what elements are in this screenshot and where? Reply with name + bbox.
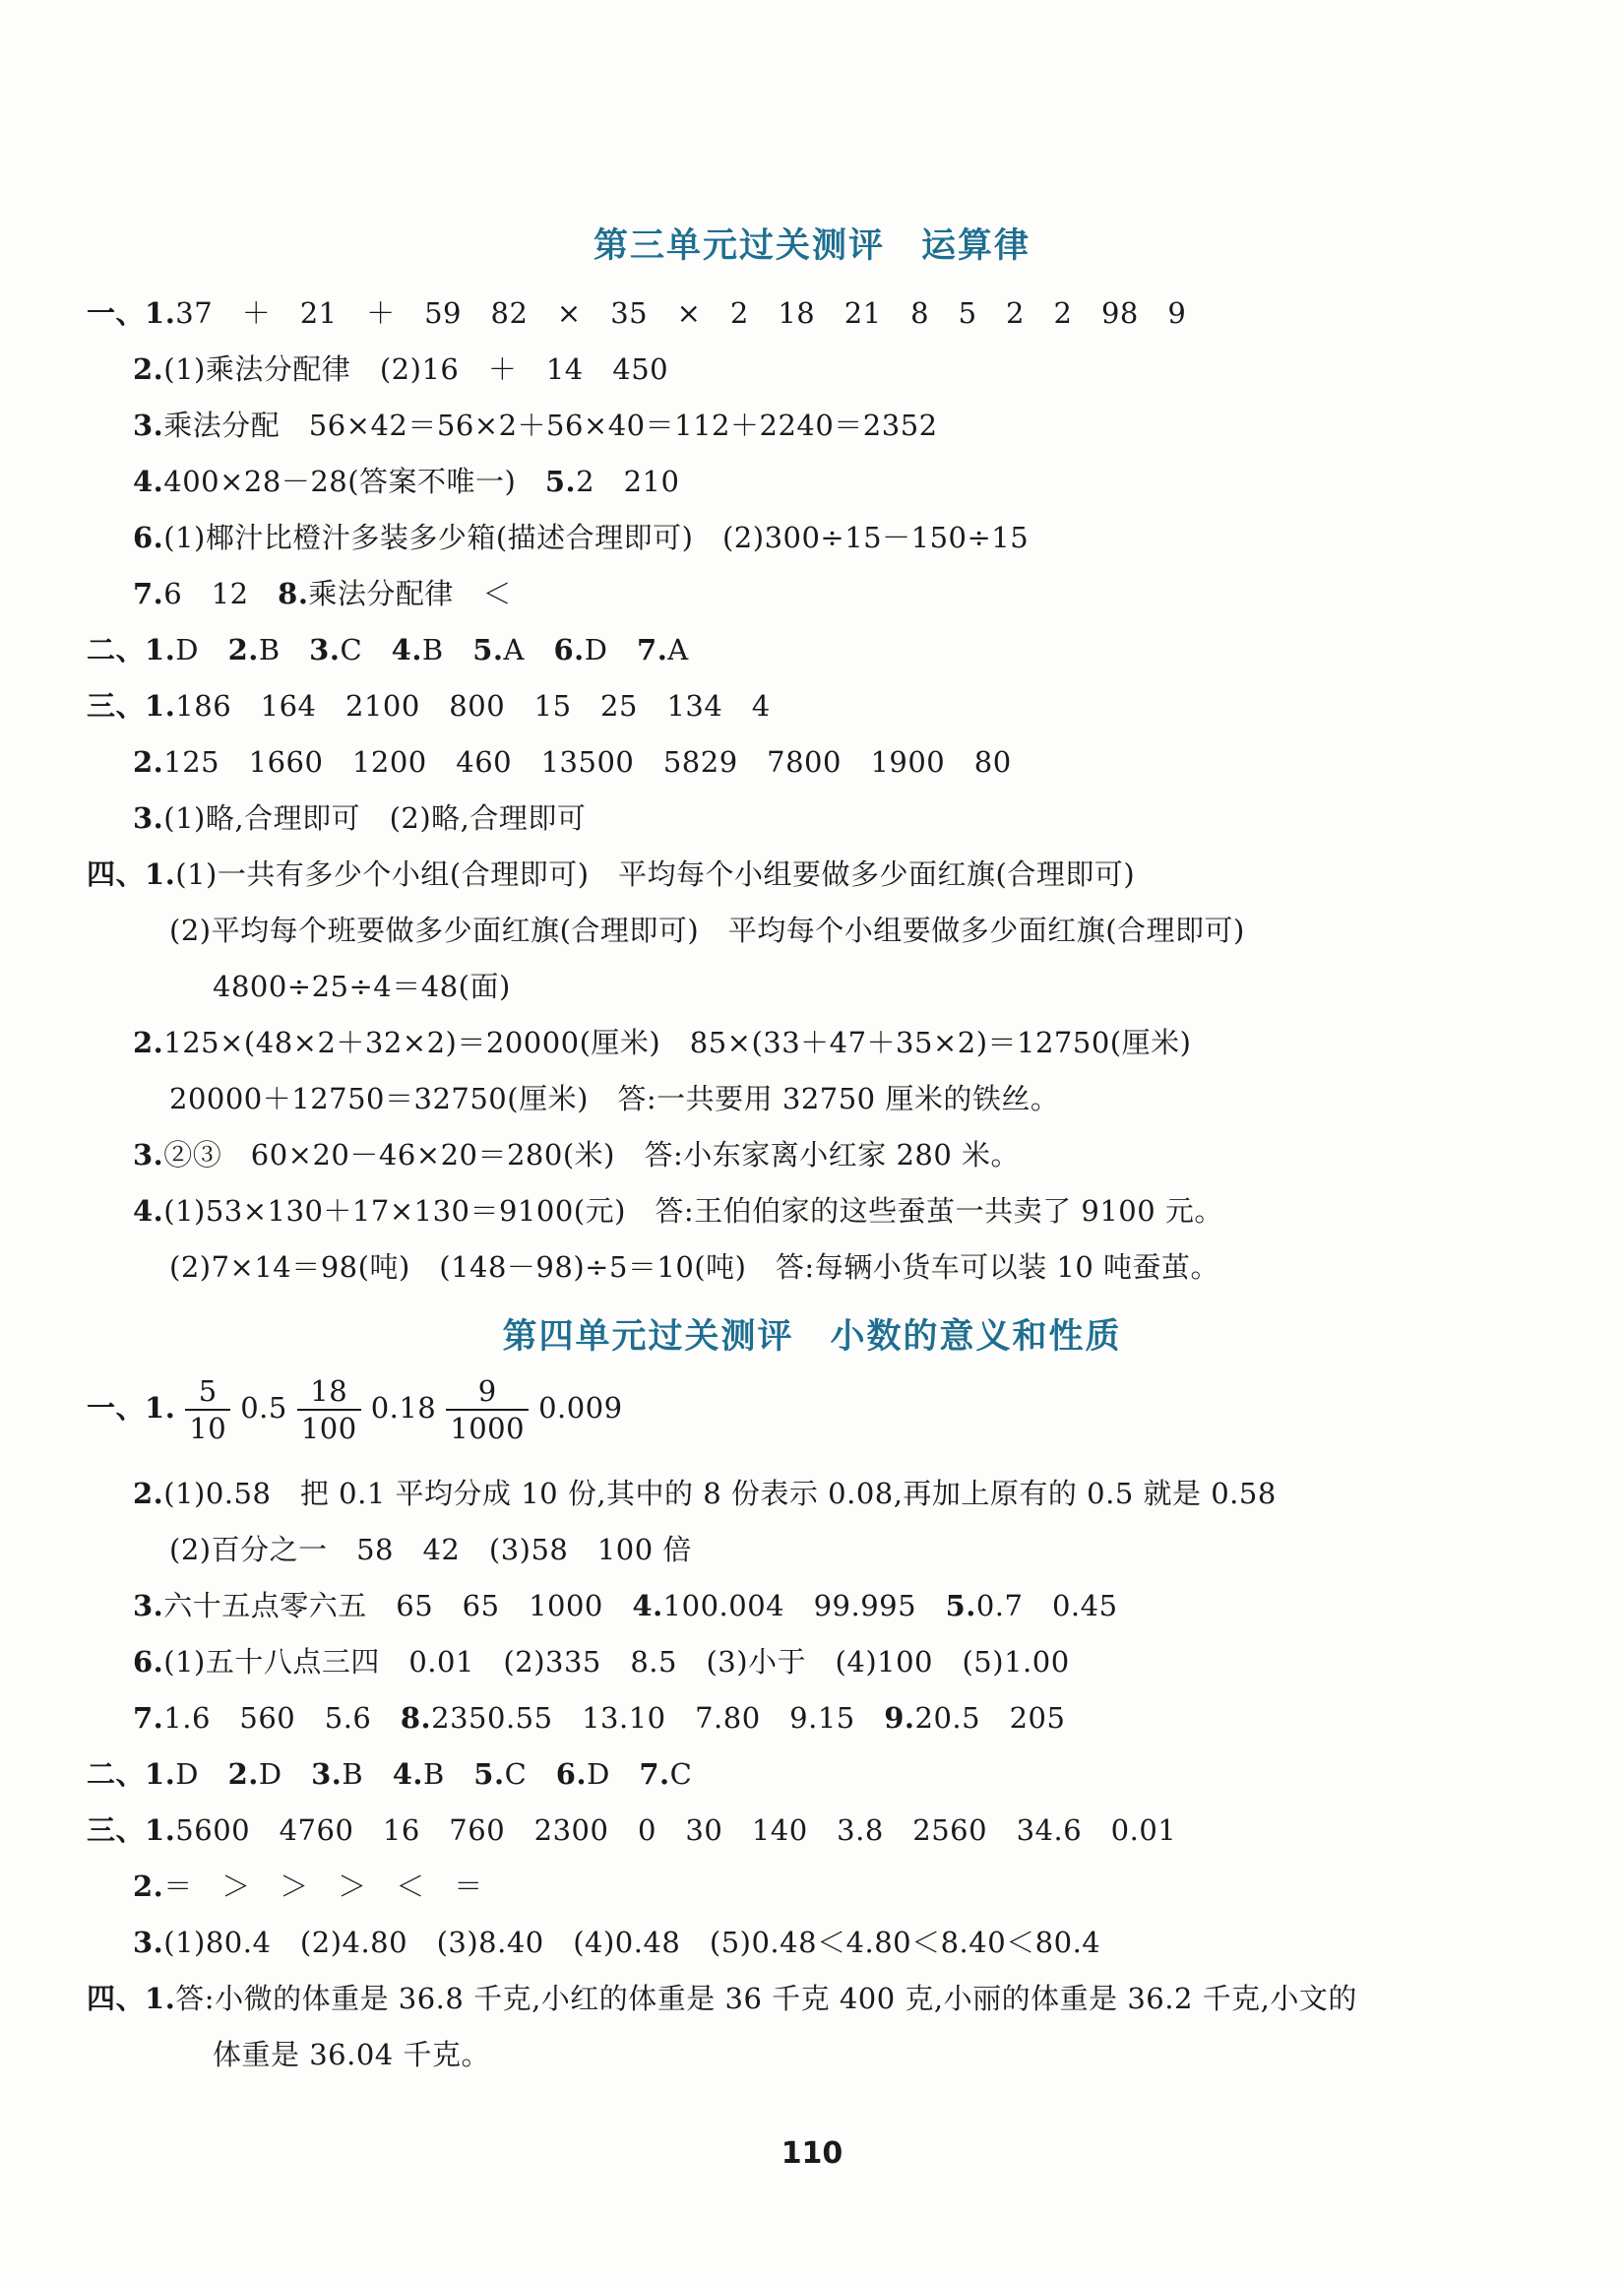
- answer-text: 5600 4760 16 760 2300 0 30 140 3.8 2560 34.6 0.01: [175, 1813, 1177, 1847]
- question-number: 1.: [145, 1757, 176, 1791]
- answer-text: 100.004 99.995: [662, 1589, 946, 1622]
- section-label: 四、: [87, 857, 146, 891]
- section-label: 一、: [87, 1391, 146, 1425]
- u3-s4-q3: [133, 1135, 1020, 1174]
- u4-s1-q2b: (2)百分之一 58 42 (3)58 100 倍: [169, 1533, 692, 1566]
- answer-text: D: [584, 633, 638, 666]
- answer-text: 0.5: [240, 1391, 287, 1425]
- fraction-numerator: 9: [446, 1373, 529, 1411]
- u4-s3-q3: [133, 1923, 1100, 1962]
- question-number: 2.: [133, 352, 164, 386]
- question-number: 7.: [133, 1701, 164, 1735]
- question-number: 7.: [639, 1757, 670, 1791]
- question-number: 5.: [472, 633, 504, 666]
- unit3-title: 第三单元过关测评 运算律: [593, 226, 1031, 266]
- answer-text: 0.18: [370, 1391, 437, 1425]
- section-label: 四、: [87, 1982, 146, 2015]
- u3-s4-q1c: 4800÷25÷4＝48(面): [213, 970, 511, 1003]
- question-number: 2.: [133, 1477, 164, 1510]
- u4-s1-q1: [87, 1368, 623, 1447]
- answer-text: B: [421, 633, 473, 666]
- answer-text: (1)略,合理即可 (2)略,合理即可: [163, 801, 587, 835]
- u4-s4-q1b: 体重是 36.04 千克。: [213, 2038, 490, 2071]
- question-number: 1.: [145, 1813, 176, 1847]
- answer-text: ＝ ＞ ＞ ＞ ＜ ＝: [163, 1870, 483, 1903]
- question-number: 5.: [544, 465, 577, 498]
- u4-s2: [87, 1754, 692, 1794]
- answer-text: B: [342, 1757, 393, 1791]
- question-number: 4.: [391, 633, 422, 666]
- answer-text: 400×28－28(答案不唯一): [163, 465, 545, 498]
- question-number: 4.: [392, 1757, 423, 1791]
- question-number: 1.: [145, 857, 176, 891]
- answer-text: 2 210: [576, 465, 680, 498]
- answer-text: ②③ 60×20－46×20＝280(米) 答:小东家离小红家 280 米。: [163, 1138, 1021, 1172]
- answer-text: (1)80.4 (2)4.80 (3)8.40 (4)0.48 (5)0.48＜4.80＜8.40＜80.4: [163, 1926, 1101, 1959]
- answer-text: (1)椰汁比橙汁多装多少箱(描述合理即可) (2)300÷15－150÷15: [163, 521, 1030, 554]
- u4-s1-q7-q9: [133, 1698, 1065, 1738]
- fraction-numerator: 5: [185, 1373, 230, 1411]
- section-label: 二、: [87, 1757, 146, 1791]
- question-number: 3.: [133, 1589, 164, 1622]
- u3-s1-q4-q5: [133, 462, 679, 501]
- question-number: 5.: [945, 1589, 976, 1622]
- section-label: 二、: [87, 633, 146, 666]
- answer-text: C: [504, 1757, 556, 1791]
- question-number: 6.: [553, 633, 585, 666]
- fraction-numerator: 18: [297, 1373, 361, 1411]
- fraction: [446, 1373, 529, 1446]
- answer-text: D: [258, 1757, 312, 1791]
- section-label: 三、: [87, 689, 146, 723]
- fraction-denominator: 1000: [450, 1412, 526, 1445]
- u4-s1-q6: [133, 1642, 1070, 1681]
- answer-text: 乘法分配 56×42＝56×2＋56×40＝112＋2240＝2352: [163, 409, 938, 442]
- answer-text: 0.009: [538, 1391, 623, 1425]
- question-number: 9.: [884, 1701, 915, 1735]
- question-number: 7.: [637, 633, 668, 666]
- page-number: 110: [781, 2136, 843, 2171]
- answer-text: 6 12: [163, 577, 279, 610]
- u3-s4-q1b: (2)平均每个班要做多少面红旗(合理即可) 平均每个小组要做多少面红旗(合理即可): [169, 914, 1245, 947]
- u3-s4-q2b: 20000＋12750＝32750(厘米) 答:一共要用 32750 厘米的铁丝。: [169, 1082, 1060, 1115]
- question-number: 4.: [632, 1589, 663, 1622]
- answer-text: C: [340, 633, 392, 666]
- answer-text: C: [669, 1757, 693, 1791]
- question-number: 6.: [133, 521, 164, 554]
- u3-s1-q1: [87, 293, 1186, 333]
- question-number: 2.: [227, 633, 259, 666]
- answer-text: D: [175, 1757, 228, 1791]
- answer-text: 125×(48×2＋32×2)＝20000(厘米) 85×(33＋47＋35×2)＝12750(厘米): [163, 1026, 1192, 1059]
- u3-s4-q2a: [133, 1023, 1191, 1062]
- question-number: 5.: [473, 1757, 505, 1791]
- section-label: 一、: [87, 296, 146, 330]
- u3-s3-q1: [87, 686, 771, 726]
- answer-text: A: [667, 633, 689, 666]
- answer-text: (1)五十八点三四 0.01 (2)335 8.5 (3)小于 (4)100 (5)1.00: [163, 1645, 1070, 1679]
- question-number: 1.: [145, 296, 176, 330]
- question-number: 3.: [133, 801, 164, 835]
- answer-text: A: [503, 633, 554, 666]
- fraction: [297, 1373, 361, 1446]
- question-number: 2.: [133, 1870, 164, 1903]
- answer-text: D: [175, 633, 228, 666]
- u4-s1-q3-q5: [133, 1586, 1118, 1625]
- u3-s3-q3: [133, 798, 586, 838]
- answer-text: B: [422, 1757, 474, 1791]
- question-number: 2.: [133, 745, 164, 779]
- question-number: 1.: [145, 1982, 176, 2015]
- question-number: 1.: [145, 689, 176, 723]
- answer-text: (1)一共有多少个小组(合理即可) 平均每个小组要做多少面红旗(合理即可): [175, 857, 1136, 891]
- question-number: 3.: [133, 1138, 164, 1172]
- answer-text: 20.5 205: [914, 1701, 1066, 1735]
- question-number: 2.: [133, 1026, 164, 1059]
- question-number: 6.: [555, 1757, 588, 1791]
- fraction-denominator: 10: [189, 1412, 227, 1445]
- u3-s4-q4a: [133, 1191, 1223, 1231]
- answer-text: 37 ＋ 21 ＋ 59 82 × 35 × 2 18 21 8 5 2 2 98 9: [175, 296, 1187, 330]
- u4-s1-q2a: [133, 1474, 1277, 1513]
- u3-s2: [87, 630, 689, 669]
- question-number: 7.: [133, 577, 164, 610]
- answer-text: 125 1660 1200 460 13500 5829 7800 1900 80: [163, 745, 1012, 779]
- question-number: 8.: [400, 1701, 432, 1735]
- question-number: 3.: [311, 1757, 343, 1791]
- answer-text: D: [587, 1757, 640, 1791]
- u4-s3-q2: [133, 1867, 483, 1906]
- answer-text: 2350.55 13.10 7.80 9.15: [431, 1701, 885, 1735]
- question-number: 3.: [133, 409, 164, 442]
- answer-text: 186 164 2100 800 15 25 134 4: [175, 689, 771, 723]
- question-number: 6.: [133, 1645, 164, 1679]
- u4-s3-q1: [87, 1810, 1176, 1850]
- u3-s1-q6: [133, 518, 1029, 557]
- question-number: 3.: [309, 633, 341, 666]
- answer-text: 1.6 560 5.6: [163, 1701, 401, 1735]
- fraction-denominator: 100: [300, 1412, 357, 1445]
- answer-text: 六十五点零六五 65 65 1000: [163, 1589, 633, 1622]
- u3-s1-q7-q8: [133, 574, 512, 613]
- u4-s4-q1a: [87, 1979, 1357, 2018]
- u3-s1-q3: [133, 406, 938, 445]
- question-number: 8.: [278, 577, 309, 610]
- question-number: 1.: [145, 1391, 176, 1425]
- answer-text: B: [258, 633, 310, 666]
- question-number: 4.: [133, 465, 164, 498]
- u3-s1-q2: [133, 349, 668, 389]
- answer-text: 答:小微的体重是 36.8 千克,小红的体重是 36 千克 400 克,小丽的体重是 36.2 千克,小文的: [175, 1982, 1357, 2015]
- answer-text: 乘法分配律 ＜: [308, 577, 512, 610]
- question-number: 1.: [145, 633, 176, 666]
- answer-text: (1)0.58 把 0.1 平均分成 10 份,其中的 8 份表示 0.08,再加上原有的 0.5 就是 0.58: [163, 1477, 1277, 1510]
- question-number: 3.: [133, 1926, 164, 1959]
- question-number: 4.: [133, 1194, 164, 1228]
- u3-s4-q1a: [87, 855, 1135, 894]
- answer-text: 0.7 0.45: [975, 1589, 1118, 1622]
- fraction: [185, 1373, 230, 1446]
- unit4-title: 第四单元过关测评 小数的意义和性质: [502, 1317, 1122, 1357]
- u3-s4-q4b: (2)7×14＝98(吨) (148－98)÷5＝10(吨) 答:每辆小货车可以装 10 吨蚕茧。: [169, 1250, 1220, 1284]
- u3-s3-q2: [133, 742, 1012, 782]
- answer-text: (1)乘法分配律 (2)16 ＋ 14 450: [163, 352, 669, 386]
- answer-text: (1)53×130＋17×130＝9100(元) 答:王伯伯家的这些蚕茧一共卖了 9100 元。: [163, 1194, 1223, 1228]
- question-number: 2.: [227, 1757, 259, 1791]
- section-label: 三、: [87, 1813, 146, 1847]
